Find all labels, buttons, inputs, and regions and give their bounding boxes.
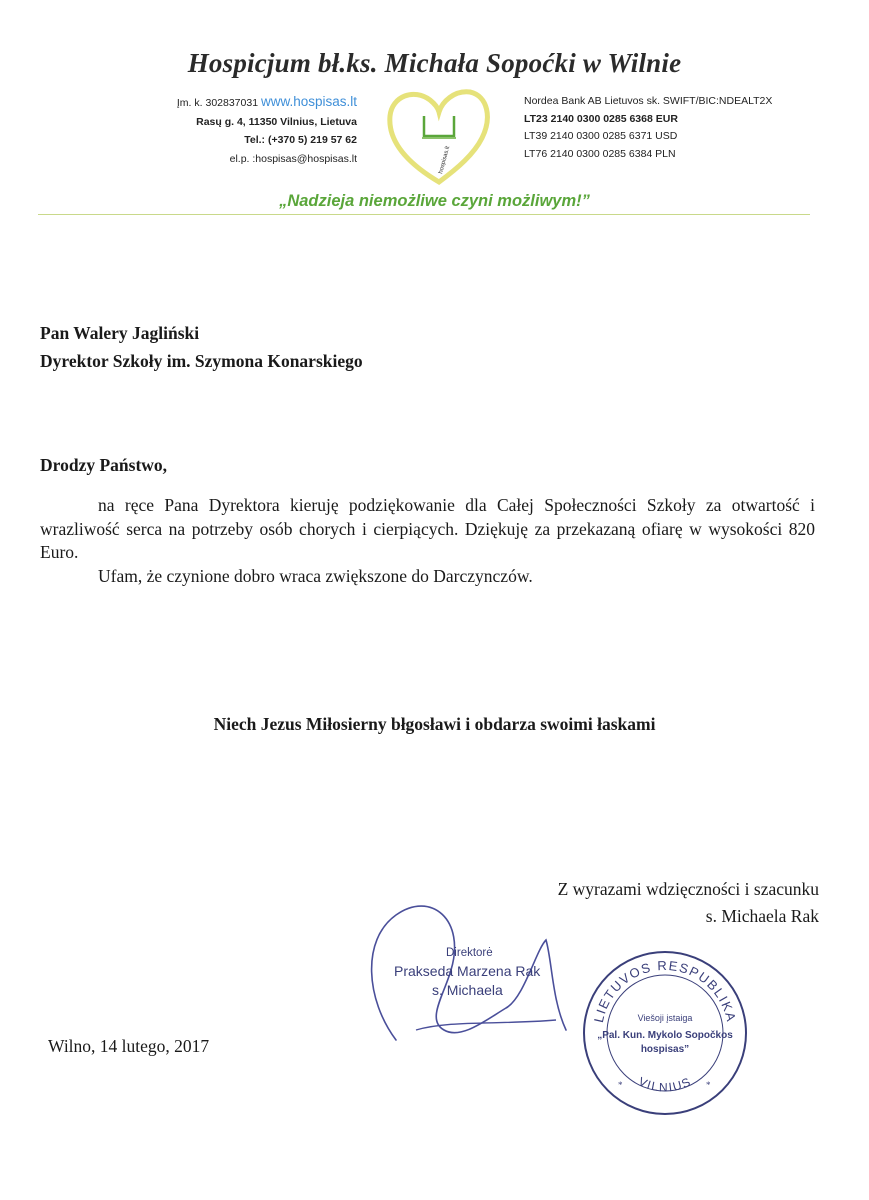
bank-details-block	[524, 93, 772, 163]
address: Rasų g. 4, 11350 Vilnius, Lietuva	[196, 115, 357, 128]
account-usd: LT39 2140 0300 0285 6371 USD	[524, 130, 678, 142]
paragraph-hope: Ufam, że czynione dobro wraca zwiększone do Darczynczów.	[98, 565, 533, 586]
bank-name: Nordea Bank AB Lietuvos sk. SWIFT/BIC:NDEALT2X	[524, 95, 773, 107]
signatory-name: s. Michaela Rak	[705, 906, 819, 926]
stamp-name: Prakseda Marzena Rak	[394, 963, 541, 979]
letter-body	[40, 494, 815, 588]
seal-star-left-icon: *	[618, 1080, 623, 1090]
seal-star-right-icon: *	[706, 1080, 711, 1090]
organization-name: Hospicjum bł.ks. Michała Sopoćki w Wilnie	[187, 48, 682, 78]
header-divider	[38, 214, 810, 215]
motto: „Nadzieja niemożliwe czyni możliwym!”	[279, 192, 590, 210]
company-code-line	[177, 93, 357, 113]
recipient-block	[40, 319, 363, 375]
company-code: Įm. k. 302837031	[176, 97, 261, 109]
email: el.p. :hospisas@hospisas.lt	[229, 152, 357, 165]
account-pln: LT76 2140 0300 0285 6384 PLN	[524, 147, 676, 160]
seal-line-2: „Pal. Kun. Mykolo Sopočkos	[597, 1030, 733, 1041]
website-link[interactable]: www.hospisas.lt	[260, 94, 357, 109]
logo-text: hospisas.lt	[438, 145, 452, 175]
paragraph-thanks: na ręce Pana Dyrektora kieruję podziękowanie dla Całej Społeczności Szkoły za otwartość i wrazliwość serca na potrzeby osób chorych i cierpiących. Dziękuję za przekazaną ofiarę w wysokości 820 Euro.	[40, 495, 815, 562]
official-seal	[580, 948, 750, 1118]
account-eur: LT23 2140 0300 0285 6368 EUR	[524, 112, 678, 125]
closing-phrase: Z wyrazami wdzięczności i szacunku	[557, 879, 819, 899]
stamp-role: Direktorė	[446, 947, 493, 959]
salutation: Drodzy Państwo,	[40, 455, 168, 475]
recipient-title: Dyrektor Szkoły im. Szymona Konarskiego	[40, 351, 363, 371]
seal-bottom-text: VILNIUS	[636, 1074, 694, 1095]
hospice-heart-logo	[384, 86, 494, 190]
place-and-date: Wilno, 14 lutego, 2017	[48, 1036, 210, 1056]
blessing: Niech Jezus Miłosierny błgosławi i obdarza swoimi łaskami	[213, 714, 656, 734]
phone: Tel.: (+370 5) 219 57 62	[244, 134, 357, 146]
seal-line-1: Viešoji įstaiga	[637, 1013, 693, 1023]
recipient-name: Pan Walery Jagliński	[40, 323, 200, 343]
svg-text:VILNIUS	[636, 1074, 694, 1094]
stamp-religious-name: s. Michaela	[432, 982, 503, 998]
seal-top-text: LIETUVOS RESPUBLIKA	[590, 957, 740, 1025]
closing-block	[558, 876, 819, 930]
letterhead-contact-block	[177, 93, 357, 168]
seal-line-3: hospisas”	[640, 1044, 690, 1055]
